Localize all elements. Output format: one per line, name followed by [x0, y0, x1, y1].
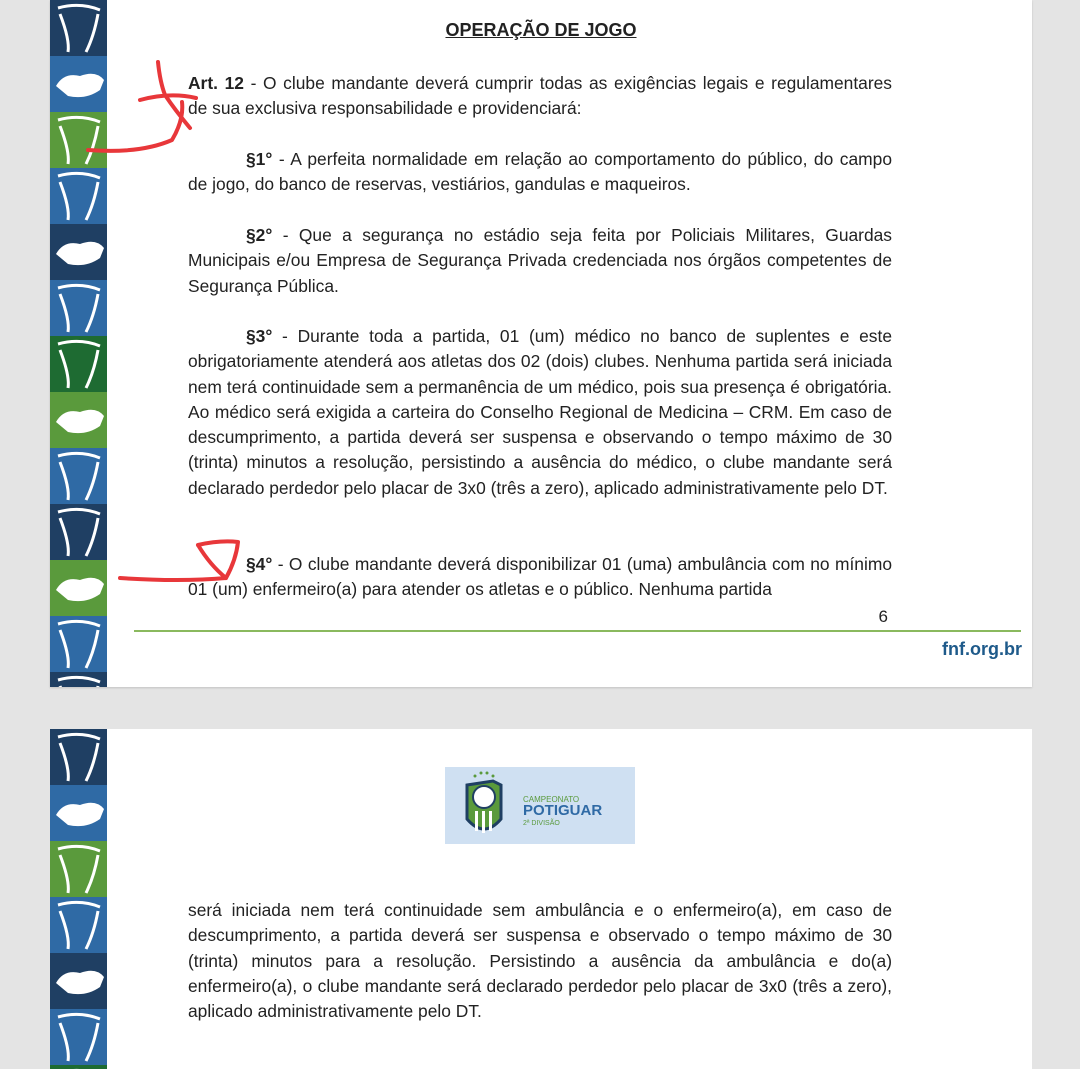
stripe-tile: [50, 504, 107, 560]
stripe-tile: [50, 1009, 107, 1065]
logo-line3: 2ª DIVISÃO: [523, 820, 560, 827]
stripe-motif-icon: [50, 729, 107, 785]
stripe-tile: [50, 168, 107, 224]
footer-divider: [134, 630, 1021, 632]
logo-line1: CAMPEONATO: [523, 795, 580, 804]
stripe-motif-icon: [50, 504, 107, 560]
document-page-1: [50, 0, 1032, 687]
logo-line2: POTIGUAR: [523, 802, 603, 819]
stripe-tile: [50, 280, 107, 336]
logo-emblem-icon: [445, 767, 635, 844]
stripe-tile: [50, 336, 107, 392]
stripe-tile: [50, 672, 107, 687]
stripe-tile: [50, 729, 107, 785]
stripe-motif-icon: [50, 280, 107, 336]
paragraph-text: - O clube mandante deverá disponibilizar 01 (uma) ambulância com no mínimo 01 (um) enfermeiro(a) para atender os atletas e o público. Nenhuma partida: [188, 554, 892, 600]
stripe-motif-icon: [50, 448, 107, 504]
page-number: 6: [878, 607, 888, 626]
article-12: [188, 71, 892, 122]
stripe-motif-icon: [50, 336, 107, 392]
paragraph-text: - A perfeita normalidade em relação ao comportamento do público, do campo de jogo, do banco de reservas, vestiários, gandulas e maqueiros.: [188, 149, 892, 195]
stripe-motif-icon: [50, 224, 107, 280]
stripe-tile: [50, 392, 107, 448]
stripe-motif-icon: [50, 616, 107, 672]
stripe-motif-icon: [50, 392, 107, 448]
stripe-tile: [50, 616, 107, 672]
stripe-tile: [50, 897, 107, 953]
championship-logo: [445, 767, 635, 844]
footer-website: fnf.org.br: [942, 639, 1022, 659]
stripe-tile: [50, 56, 107, 112]
stripe-tile: [50, 560, 107, 616]
stripe-motif-icon: [50, 672, 107, 687]
stripe-tile: [50, 1065, 107, 1069]
stripe-tile: [50, 841, 107, 897]
stripe-motif-icon: [50, 897, 107, 953]
paragraph-label: §2°: [246, 225, 273, 245]
stripe-motif-icon: [50, 1065, 107, 1069]
paragraph-4: [188, 552, 892, 603]
decorative-side-stripe: [50, 0, 107, 687]
paragraph-label: §1°: [246, 149, 273, 169]
stripe-tile: [50, 448, 107, 504]
paragraph-3: [188, 324, 892, 501]
paragraph-label: §4°: [246, 554, 273, 574]
article-label: Art. 12: [188, 73, 244, 93]
paragraph-2: [188, 223, 892, 299]
paragraph-text: - Que a segurança no estádio seja feita por Policiais Militares, Guardas Municipais e/ou Empresa de Segurança Privada credenciada nos órgãos competentes de Segurança Pública.: [188, 225, 892, 296]
stripe-motif-icon: [50, 1009, 107, 1065]
article-text: - O clube mandante deverá cumprir todas as exigências legais e regulamentares de sua exclusiva responsabilidade e providenciará:: [188, 73, 892, 119]
stripe-tile: [50, 953, 107, 1009]
stripe-motif-icon: [50, 953, 107, 1009]
stripe-tile: [50, 224, 107, 280]
stripe-motif-icon: [50, 785, 107, 841]
stripe-motif-icon: [50, 56, 107, 112]
stripe-motif-icon: [50, 112, 107, 168]
decorative-side-stripe: [50, 729, 107, 1069]
paragraph-label: §3°: [246, 326, 273, 346]
section-title: OPERAÇÃO DE JOGO: [445, 20, 637, 40]
paragraph-1: [188, 147, 892, 198]
stripe-motif-icon: [50, 841, 107, 897]
paragraph-text: - Durante toda a partida, 01 (um) médico no banco de suplentes e este obrigatoriamente atenderá aos atletas dos 02 (dois) clubes. Nenhuma partida será iniciada nem terá continuidade sem a permanência de um médico, pois sua presença é obrigatória. Ao médico será exigida a carteira do Conselho Regional de Medicina – CRM. Em caso de descumprimento, a partida deverá ser suspensa e observando o tempo máximo de 30 (trinta) minutos a resolução, persistindo a ausência do médico, o clube mandante será declarado perdedor pelo placar de 3x0 (três a zero), aplicado administrativamente pelo DT.: [188, 326, 892, 498]
stripe-tile: [50, 112, 107, 168]
continuation-paragraph: será iniciada nem terá continuidade sem ambulância e o enfermeiro(a), em caso de descumprimento, a partida deverá ser suspensa e observado o tempo máximo de 30 (trinta) minutos para a resolução. Persistindo a ausência da ambulância e do(a) enfermeiro(a), o clube mandante será declarado perdedor pelo placar de 3x0 (três a zero), aplicado administrativamente pelo DT.: [188, 900, 892, 1022]
stripe-tile: [50, 785, 107, 841]
stripe-motif-icon: [50, 560, 107, 616]
document-page-2: [50, 729, 1032, 1069]
stripe-motif-icon: [50, 168, 107, 224]
